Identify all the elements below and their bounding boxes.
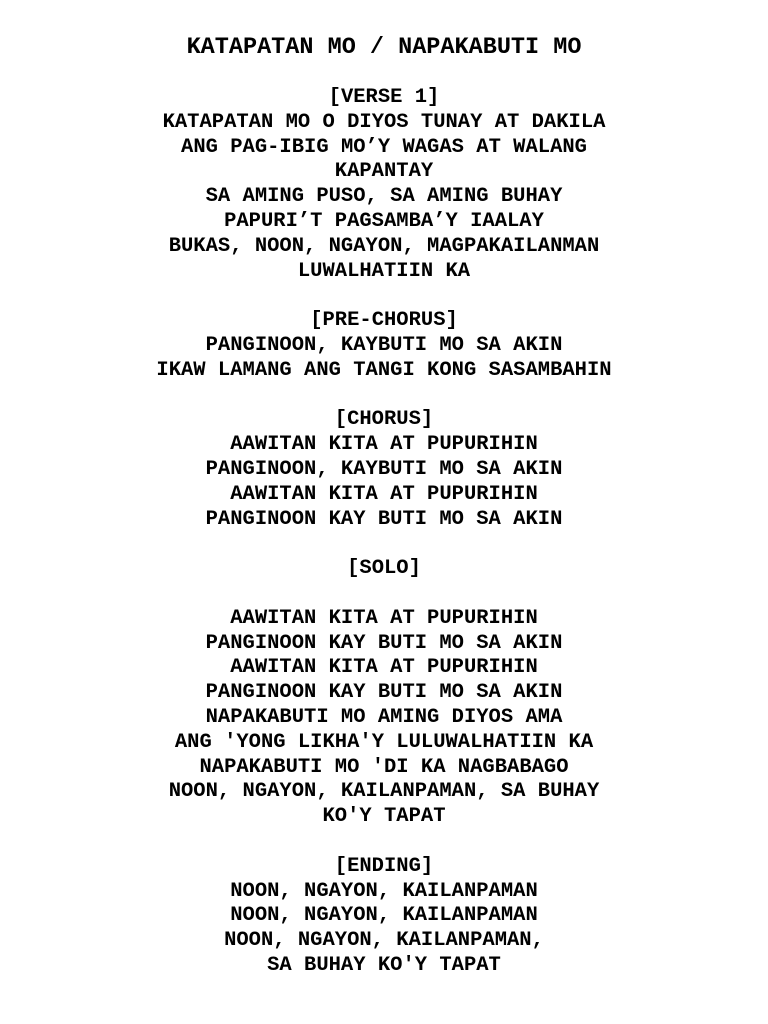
lyrics-section (0, 408, 768, 532)
section-heading: [CHORUS] (334, 408, 434, 432)
lyric-line: NOON, NGAYON, KAILANPAMAN, SA BUHAY (168, 780, 600, 804)
lyric-line: ANG PAG-IBIG MO’Y WAGAS AT WALANG (181, 135, 587, 159)
lyrics-page (0, 34, 768, 1003)
lyric-line: PANGINOON KAY BUTI MO SA AKIN (205, 507, 563, 531)
lyric-line: BUKAS, NOON, NGAYON, MAGPAKAILANMAN (168, 234, 600, 258)
lyrics-section (0, 309, 768, 383)
section-heading: [VERSE 1] (328, 86, 440, 109)
lyric-line: NAPAKABUTI MO 'DI KA NAGBABAGO (199, 755, 569, 779)
lyric-line: LUWALHATIIN KA (297, 259, 471, 283)
lyric-line: KO'Y TAPAT (322, 805, 446, 829)
lyrics-body (0, 86, 768, 979)
lyric-line: AAWITAN KITA AT PUPURIHIN (230, 656, 538, 680)
lyric-line: AAWITAN KITA AT PUPURIHIN (230, 606, 538, 630)
lyric-line: PAPURI’T PAGSAMBA’Y IAALAY (224, 209, 544, 233)
lyric-line: ANG 'YONG LIKHA'Y LULUWALHATIIN KA (174, 730, 594, 754)
lyric-line: PANGINOON, KAYBUTI MO SA AKIN (205, 457, 563, 481)
page-title: KATAPATAN MO / NAPAKABUTI MO (186, 34, 582, 61)
section-heading: [ENDING] (334, 854, 434, 878)
lyrics-section (0, 607, 768, 830)
lyric-line: SA BUHAY KO'Y TAPAT (267, 953, 501, 977)
lyric-line: KAPANTAY (334, 160, 434, 184)
lyric-line: PANGINOON KAY BUTI MO SA AKIN (205, 631, 563, 655)
lyric-line: AAWITAN KITA AT PUPURIHIN (230, 482, 538, 506)
lyric-line: IKAW LAMANG ANG TANGI KONG SASAMBAHIN (156, 358, 612, 382)
lyric-line: NAPAKABUTI MO AMING DIYOS AMA (205, 705, 563, 729)
lyrics-section (0, 855, 768, 979)
lyric-line: SA AMING PUSO, SA AMING BUHAY (205, 185, 563, 209)
lyrics-section (0, 86, 768, 284)
lyric-line: PANGINOON, KAYBUTI MO SA AKIN (205, 333, 563, 357)
lyric-line: KATAPATAN MO O DIYOS TUNAY AT DAKILA (162, 110, 606, 134)
lyrics-section (0, 557, 768, 582)
section-heading: [SOLO] (347, 557, 421, 581)
lyric-line: NOON, NGAYON, KAILANPAMAN (230, 904, 538, 928)
lyric-line: AAWITAN KITA AT PUPURIHIN (230, 433, 538, 457)
lyric-line: PANGINOON KAY BUTI MO SA AKIN (205, 681, 563, 705)
lyric-line: NOON, NGAYON, KAILANPAMAN (230, 879, 538, 903)
lyric-line: NOON, NGAYON, KAILANPAMAN, (224, 929, 544, 953)
section-heading: [PRE-CHORUS] (310, 309, 458, 333)
